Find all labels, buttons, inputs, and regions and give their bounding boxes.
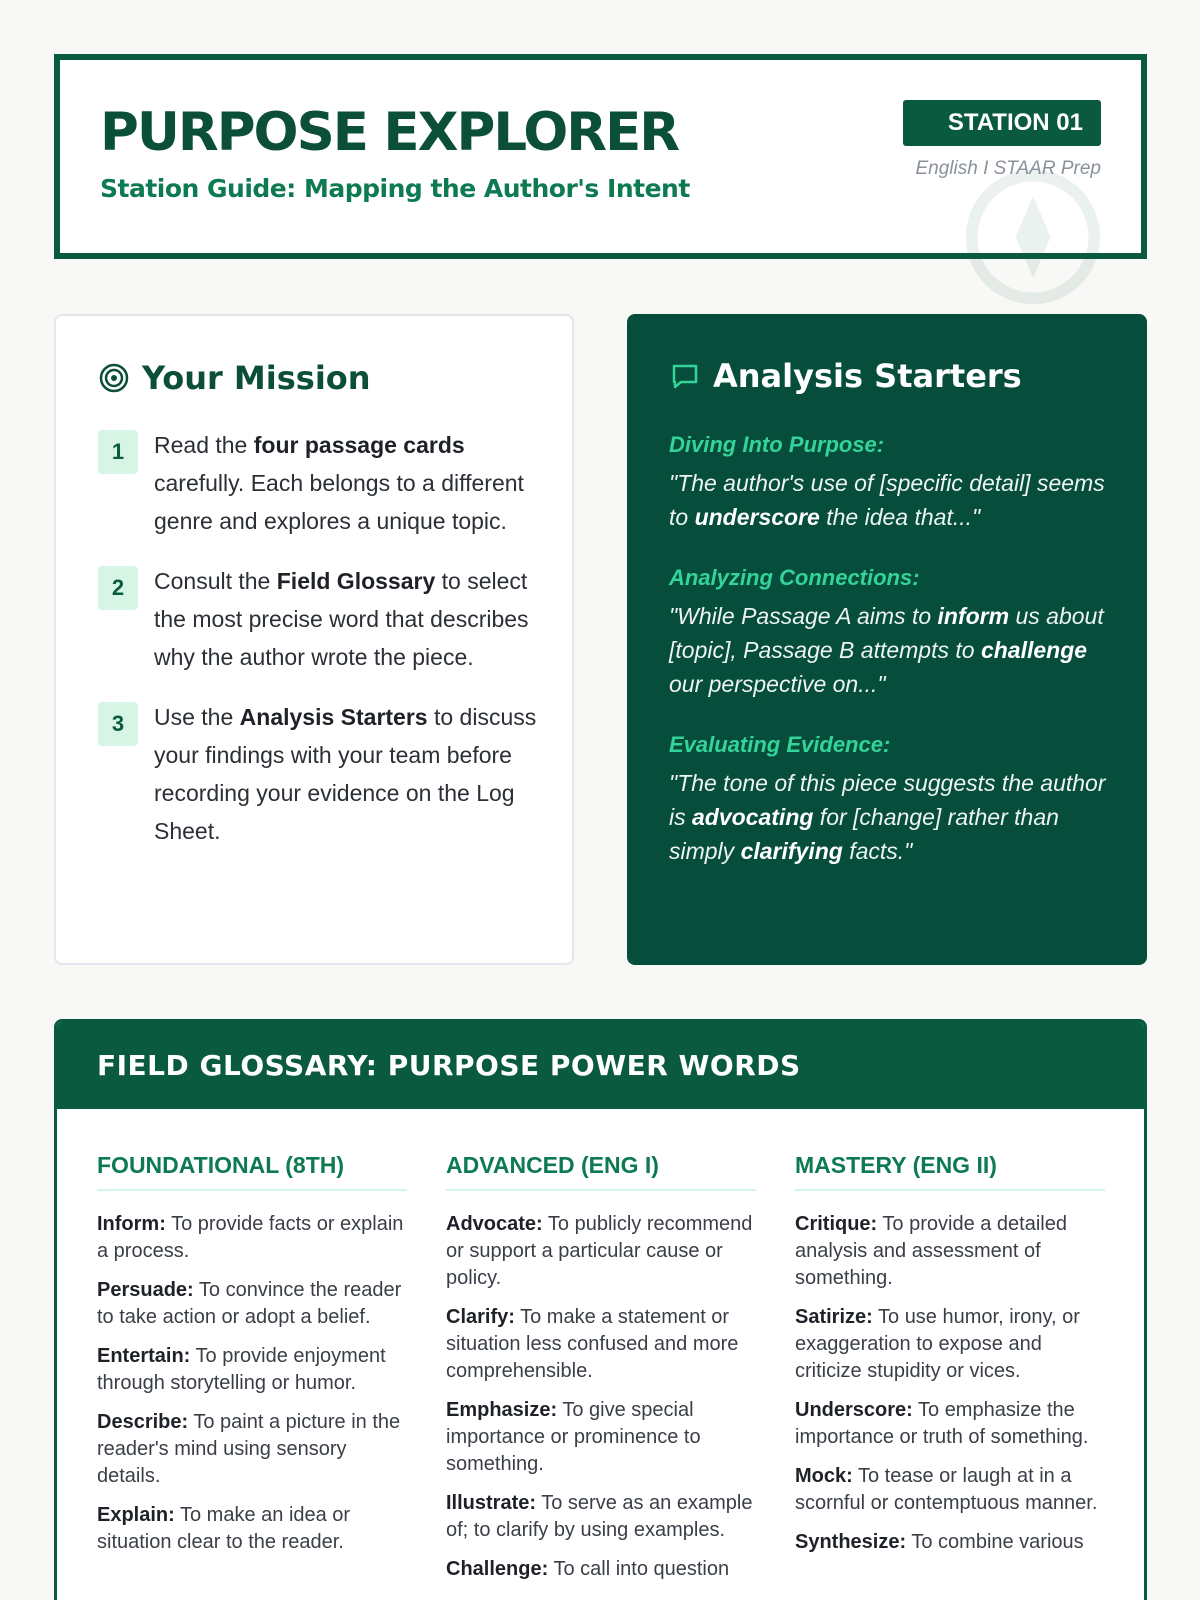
target-icon <box>98 362 130 394</box>
starter-item <box>669 565 1109 701</box>
chat-bubble-icon <box>669 360 701 392</box>
column-title: ADVANCED (ENG I) <box>446 1152 756 1191</box>
starters-heading <box>669 356 1022 396</box>
mission-step <box>98 698 538 850</box>
glossary-term: Advocate: To publicly recommend or support a particular cause or policy. <box>446 1213 753 1289</box>
starter-quote: "The tone of this piece suggests the author is advocating for [change] rather than simply clarifying facts." <box>669 770 1106 864</box>
glossary-column-mastery <box>795 1152 1105 1568</box>
glossary-term: Inform: To provide facts or explain a process. <box>97 1213 404 1262</box>
glossary-term: Satirize: To use humor, irony, or exaggeration to expose and criticize stupidity or vices. <box>795 1306 1080 1382</box>
starters-title: Analysis Starters <box>713 357 1022 395</box>
compass-icon <box>960 164 1106 310</box>
starter-item <box>669 432 1109 534</box>
glossary-term: Emphasize: To give special importance or prominence to something. <box>446 1399 701 1475</box>
page-subtitle: Station Guide: Mapping the Author's Intent <box>100 174 690 203</box>
mission-step <box>98 562 538 676</box>
step-text: Read the four passage cards carefully. Each belongs to a different genre and explores a unique topic. <box>154 432 524 534</box>
station-header <box>54 54 1147 259</box>
starter-item <box>669 732 1109 868</box>
glossary-term: Critique: To provide a detailed analysis and assessment of something. <box>795 1213 1067 1289</box>
glossary-column-advanced <box>446 1152 756 1595</box>
starter-quote: "The author's use of [specific detail] seems to underscore the idea that..." <box>669 470 1105 530</box>
glossary-term: Explain: To make an idea or situation clear to the reader. <box>97 1504 351 1553</box>
station-badge: STATION 01 <box>903 100 1101 146</box>
glossary-term: Describe: To paint a picture in the reader's mind using sensory details. <box>97 1411 401 1487</box>
mission-card <box>54 314 574 965</box>
glossary-term: Persuade: To convince the reader to take action or adopt a belief. <box>97 1279 402 1328</box>
column-title: FOUNDATIONAL (8TH) <box>97 1152 407 1191</box>
analysis-starters-card <box>627 314 1147 965</box>
starter-label: Analyzing Connections: <box>669 565 920 590</box>
mission-steps <box>98 426 538 872</box>
mission-title: Your Mission <box>142 359 371 397</box>
glossary-term: Mock: To tease or laugh at in a scornful or contemptuous manner. <box>795 1465 1098 1514</box>
mission-heading <box>98 358 371 398</box>
glossary-term: Clarify: To make a statement or situation less confused and more comprehensible. <box>446 1306 739 1382</box>
glossary-term: Challenge: To call into question <box>446 1558 730 1580</box>
mission-step <box>98 426 538 540</box>
field-glossary <box>54 1019 1147 1600</box>
glossary-term: Underscore: To emphasize the importance or truth of something. <box>795 1399 1089 1448</box>
page-title: PURPOSE EXPLORER <box>100 102 679 163</box>
glossary-column-foundational <box>97 1152 407 1568</box>
starter-label: Diving Into Purpose: <box>669 432 885 457</box>
course-label: English I STAAR Prep <box>915 158 1101 179</box>
step-number: 1 <box>98 430 138 474</box>
glossary-term: Illustrate: To serve as an example of; to clarify by using examples. <box>446 1492 753 1541</box>
starter-quote: "While Passage A aims to inform us about [topic], Passage B attempts to challenge our perspective on..." <box>669 603 1104 697</box>
step-text: Consult the Field Glossary to select the most precise word that describes why the author wrote the piece. <box>154 568 529 670</box>
glossary-title: FIELD GLOSSARY: PURPOSE POWER WORDS <box>57 1022 1144 1109</box>
glossary-term: Entertain: To provide enjoyment through storytelling or humor. <box>97 1345 386 1394</box>
starter-label: Evaluating Evidence: <box>669 732 891 757</box>
step-text: Use the Analysis Starters to discuss your findings with your team before recording your evidence on the Log Sheet. <box>154 704 537 844</box>
column-title: MASTERY (ENG II) <box>795 1152 1105 1191</box>
glossary-term: Synthesize: To combine various <box>795 1531 1084 1553</box>
step-number: 3 <box>98 702 138 746</box>
step-number: 2 <box>98 566 138 610</box>
